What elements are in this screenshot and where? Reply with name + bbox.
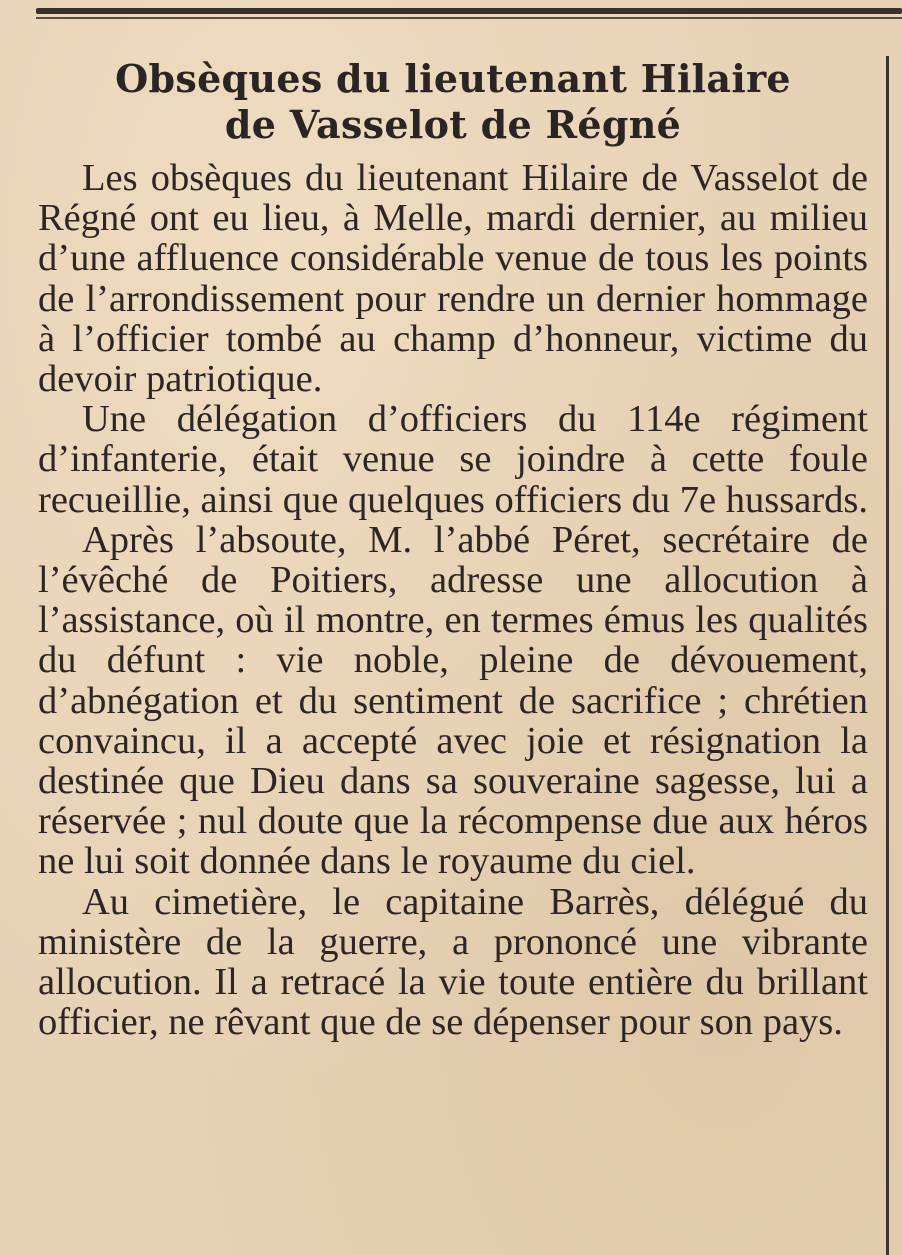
paragraph-4: Au cimetière, le capitaine Barrès, délégué du ministère de la guerre, a prononcé une vibrante allocution. Il a retracé la vie toute entière du brillant officier, ne rêvant que de se dépenser pour son pays. <box>38 880 868 1044</box>
top-rule <box>36 8 902 14</box>
paragraph-1: Les obsèques du lieutenant Hilaire de Vasselot de Régné ont eu lieu, à Melle, mardi dernier, au milieu d’une affluence considérable venue de tous les points de l’arrondissement pour rendre un dernier hommage à l’officier tombé au champ d’honneur, victime du devoir patriotique. <box>38 157 868 401</box>
top-rule-thin <box>36 17 902 19</box>
paragraph-2: Une délégation d’officiers du 114e régiment d’infanterie, était venue se joindre à cette foule recueillie, ainsi que quelques officiers du 7e hussards. <box>38 398 869 521</box>
article <box>38 56 868 1042</box>
column-rule <box>886 56 889 1255</box>
article-body <box>38 158 868 1042</box>
paragraph-3: Après l’absoute, M. l’abbé Péret, secrétaire de l’évêché de Poitiers, adresse une allocution à l’assistance, où il montre, en termes émus les qualités du défunt : vie noble, pleine de dévouement, d’abnégation et du sentiment de sacrifice ; chrétien convaincu, il a accepté avec joie et résignation la destinée que Dieu dans sa souveraine sagesse, lui a réservée ; nul doute que la récompense due aux héros ne lui soit donnée dans le royaume du ciel. <box>38 518 868 883</box>
headline-line-2: de Vasselot de Régné <box>224 102 682 147</box>
headline-line-1: Obsèques du lieutenant Hilaire <box>115 56 791 101</box>
article-headline <box>38 56 868 148</box>
